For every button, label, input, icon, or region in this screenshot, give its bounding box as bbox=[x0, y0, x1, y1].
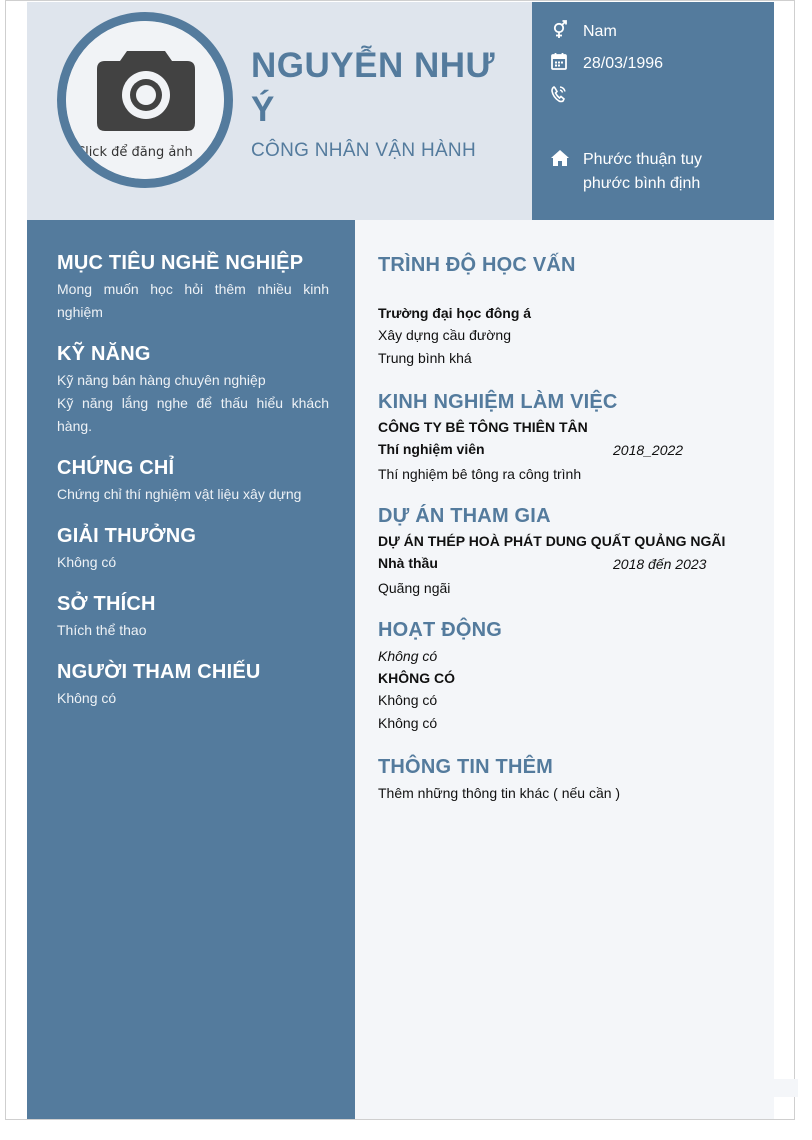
contact-panel bbox=[532, 2, 774, 220]
home-icon bbox=[550, 148, 572, 168]
hobbies-heading: SỞ THÍCH bbox=[57, 593, 156, 615]
phone-row bbox=[550, 84, 583, 104]
projects-section bbox=[378, 503, 758, 600]
education-section bbox=[378, 252, 758, 370]
skill-item: Kỹ năng lắng nghe để thấu hiểu khách hàng. bbox=[57, 395, 329, 434]
project-role: Nhà thầu bbox=[378, 555, 438, 571]
position-text: Thí nghiệm viên bbox=[378, 441, 485, 457]
project-name: DỰ ÁN THÉP HOÀ PHÁT DUNG QUẤT QUẢNG NGÃI bbox=[378, 533, 726, 549]
grade-text: Trung bình khá bbox=[378, 350, 472, 366]
gender-row bbox=[550, 20, 617, 44]
project-role-row bbox=[378, 552, 758, 575]
experience-section bbox=[378, 389, 758, 486]
objective-section bbox=[57, 250, 329, 324]
phone-icon bbox=[550, 84, 572, 104]
activities-line: Không có bbox=[378, 692, 438, 708]
objective-heading: MỤC TIÊU NGHỀ NGHIỆP bbox=[57, 252, 304, 274]
camera-icon bbox=[97, 45, 195, 131]
activities-section bbox=[378, 617, 758, 735]
job-title: CÔNG NHÂN VẬN HÀNH bbox=[251, 140, 476, 161]
calendar-icon bbox=[550, 52, 572, 72]
additional-text: Thêm những thông tin khác ( nếu cần ) bbox=[378, 785, 621, 801]
references-text: Không có bbox=[57, 690, 117, 706]
experience-heading: KINH NGHIỆM LÀM VIỆC bbox=[378, 391, 618, 413]
project-location: Quãng ngãi bbox=[378, 580, 451, 596]
header-profile bbox=[27, 2, 532, 220]
references-section bbox=[57, 659, 329, 710]
certificates-section bbox=[57, 455, 329, 506]
birthday-row bbox=[550, 52, 663, 76]
company-name: CÔNG TY BÊ TÔNG THIÊN TÂN bbox=[378, 419, 588, 435]
address-text: Phước thuận tuy phước bình định bbox=[583, 151, 703, 192]
objective-text: Mong muốn học hỏi thêm nhiều kinh nghiệm bbox=[57, 281, 329, 320]
skills-section bbox=[57, 341, 329, 438]
certificates-text: Chứng chỉ thí nghiệm vật liệu xây dựng bbox=[57, 486, 302, 502]
references-heading: NGƯỜI THAM CHIẾU bbox=[57, 661, 261, 683]
projects-heading: DỰ ÁN THAM GIA bbox=[378, 505, 551, 527]
hobbies-text: Thích thể thao bbox=[57, 622, 147, 638]
candidate-name: NGUYỄN NHƯ Ý bbox=[251, 46, 496, 129]
experience-period: 2018_2022 bbox=[613, 442, 684, 458]
activities-line: Không có bbox=[378, 715, 438, 731]
awards-section bbox=[57, 523, 329, 574]
certificates-heading: CHỨNG CHỈ bbox=[57, 457, 175, 479]
experience-role-row bbox=[378, 438, 758, 461]
avatar-upload[interactable] bbox=[57, 12, 233, 188]
school-name: Trường đại học đông á bbox=[378, 305, 532, 321]
awards-text: Không có bbox=[57, 554, 117, 570]
education-heading: TRÌNH ĐỘ HỌC VẤN bbox=[378, 254, 576, 276]
photo-upload-caption: Click để đăng ảnh bbox=[76, 145, 193, 160]
birthday-text: 28/03/1996 bbox=[583, 55, 664, 72]
project-period: 2018 đến 2023 bbox=[613, 556, 707, 572]
gender-icon bbox=[550, 20, 572, 40]
skill-item: Kỹ năng bán hàng chuyên nghiệp bbox=[57, 372, 266, 388]
activities-heading: HOẠT ĐỘNG bbox=[378, 619, 503, 641]
hobbies-section bbox=[57, 591, 329, 642]
gender-text: Nam bbox=[583, 23, 617, 40]
major-text: Xây dựng cầu đường bbox=[378, 327, 512, 343]
skills-heading: KỸ NĂNG bbox=[57, 343, 151, 365]
activities-bold: KHÔNG CÓ bbox=[378, 670, 455, 686]
page-edge-tab bbox=[774, 1079, 798, 1097]
main-content bbox=[355, 220, 774, 1119]
additional-section bbox=[378, 754, 758, 805]
activities-italic: Không có bbox=[378, 648, 438, 664]
avatar-placeholder[interactable] bbox=[66, 21, 224, 179]
cv-page bbox=[5, 0, 795, 1120]
experience-description: Thí nghiệm bê tông ra công trình bbox=[378, 466, 582, 482]
address-row bbox=[550, 148, 765, 196]
additional-heading: THÔNG TIN THÊM bbox=[378, 756, 554, 778]
left-sidebar bbox=[27, 220, 355, 1119]
awards-heading: GIẢI THƯỞNG bbox=[57, 525, 197, 547]
